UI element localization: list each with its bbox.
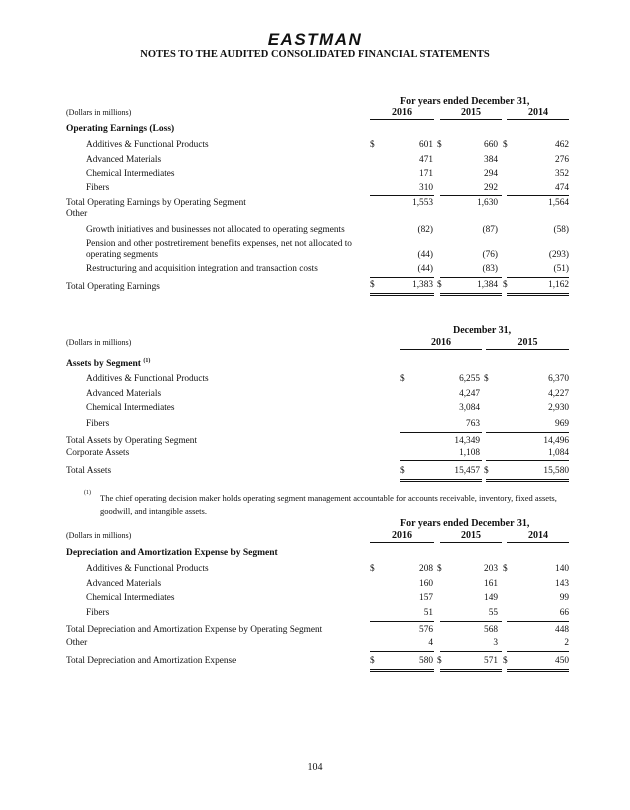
t1-year-2016: 2016: [392, 107, 412, 118]
t1-cell: (44): [417, 264, 433, 274]
currency-symbol: $: [437, 140, 442, 150]
t2-row-label: Fibers: [86, 419, 110, 429]
t3-period-header: For years ended December 31,: [400, 518, 530, 529]
t3-cell: 2: [564, 638, 569, 648]
t3-cell: 576: [419, 625, 433, 635]
currency-symbol: $: [370, 564, 375, 574]
t1-cell: 462: [555, 140, 569, 150]
t2-units-label: (Dollars in millions): [66, 338, 132, 347]
t2-cell: 3,084: [459, 403, 480, 413]
t2-row-label: Total Assets by Operating Segment: [66, 436, 198, 446]
t2-cell: 14,496: [543, 436, 569, 446]
t1-cell: (76): [482, 250, 498, 260]
t3-cell: 140: [555, 564, 569, 574]
t1-section-title: Operating Earnings (Loss): [66, 124, 175, 134]
t1-cell: 1,553: [412, 198, 433, 208]
t3-cell: 157: [419, 593, 433, 603]
currency-symbol: $: [503, 140, 508, 150]
t2-cell: 1,084: [548, 448, 569, 458]
t3-cell: 66: [559, 608, 569, 618]
company-logo: EASTMAN: [267, 30, 363, 49]
t3-year-2014: 2014: [528, 530, 548, 541]
t3-units-label: (Dollars in millions): [66, 531, 132, 540]
t1-cell: 171: [419, 169, 433, 179]
t2-cell: 969: [555, 419, 569, 429]
t3-cell: 203: [484, 564, 498, 574]
currency-symbol: $: [503, 564, 508, 574]
t1-year-2014: 2014: [528, 107, 548, 118]
t2-cell: 1,108: [459, 448, 480, 458]
t1-row-label: Total Operating Earnings by Operating Segment: [66, 198, 246, 208]
t1-cell: 292: [484, 183, 498, 193]
t1-row-label: Restructuring and acquisition integration and transaction costs: [86, 264, 318, 274]
page-number: 104: [307, 762, 323, 773]
t2-cell: 2,930: [548, 403, 569, 413]
t1-units-label: (Dollars in millions): [66, 108, 132, 117]
t1-row-label: Pension and other postretirement benefits expenses, net not allocated to: [86, 239, 352, 249]
t1-period-header: For years ended December 31,: [400, 96, 530, 107]
t1-cell: (58): [553, 225, 569, 235]
currency-symbol: $: [370, 280, 375, 290]
t3-year-2016: 2016: [392, 530, 412, 541]
t3-row-label: Fibers: [86, 608, 110, 618]
t1-cell: 1,384: [477, 280, 498, 290]
currency-symbol: $: [437, 564, 442, 574]
currency-symbol: $: [503, 280, 508, 290]
page-title: NOTES TO THE AUDITED CONSOLIDATED FINANCIAL STATEMENTS: [140, 49, 490, 60]
t3-cell: 55: [488, 608, 498, 618]
t3-year-2015: 2015: [461, 530, 481, 541]
t2-year-2016: 2016: [431, 337, 451, 348]
t1-cell: (51): [553, 264, 569, 274]
t2-period-header: December 31,: [453, 325, 512, 336]
currency-symbol: $: [437, 656, 442, 666]
t1-cell: (293): [548, 250, 569, 260]
t2-row-label: Chemical Intermediates: [86, 403, 175, 413]
t1-cell: (87): [482, 225, 498, 235]
footnote-text: The chief operating decision maker holds operating segment management accountable for accounts receivable, inventory, fixed assets, goodwill, and intangible assets.: [100, 493, 557, 516]
currency-symbol: $: [370, 140, 375, 150]
t3-cell: 143: [555, 579, 569, 589]
t2-cell: 4,247: [459, 389, 480, 399]
t3-row-label: Other: [66, 638, 88, 648]
t3-cell: 160: [419, 579, 433, 589]
t3-cell: 568: [484, 625, 498, 635]
t2-row-label: Total Assets: [66, 466, 112, 476]
t2-cell: 6,370: [548, 374, 569, 384]
t1-cell: 1,162: [548, 280, 569, 290]
t1-row-label: Growth initiatives and businesses not allocated to operating segments: [86, 225, 345, 235]
currency-symbol: $: [370, 656, 375, 666]
t1-row-label: Total Operating Earnings: [66, 282, 160, 292]
t3-cell: 99: [559, 593, 569, 603]
t1-row-label: Additives & Functional Products: [86, 140, 209, 150]
t3-cell: 571: [484, 656, 498, 666]
t1-cell: 601: [419, 140, 433, 150]
t2-row-label: Corporate Assets: [66, 448, 130, 458]
footnote-mark: (1): [84, 490, 91, 496]
t2-row-label: Advanced Materials: [86, 389, 162, 399]
t3-row-label: Additives & Functional Products: [86, 564, 209, 574]
t1-row-label: Other: [66, 209, 88, 219]
t2-cell: 14,349: [454, 436, 480, 446]
t1-cell: 352: [555, 169, 569, 179]
t2-year-2015: 2015: [517, 337, 538, 348]
t1-cell: 1,383: [412, 280, 433, 290]
t3-cell: 450: [555, 656, 569, 666]
t1-row-label: Fibers: [86, 183, 110, 193]
t3-row-label: Advanced Materials: [86, 579, 162, 589]
t3-section-title: Depreciation and Amortization Expense by Segment: [66, 548, 278, 558]
t3-cell: 448: [555, 625, 569, 635]
currency-symbol: $: [400, 466, 405, 476]
t1-cell: (83): [482, 264, 498, 274]
t1-row-label: Advanced Materials: [86, 155, 162, 165]
currency-symbol: $: [484, 374, 489, 384]
t2-cell: 4,227: [548, 389, 569, 399]
t3-cell: 580: [419, 656, 433, 666]
currency-symbol: $: [484, 466, 489, 476]
t1-cell: 294: [484, 169, 498, 179]
currency-symbol: $: [400, 374, 405, 384]
t3-row-label: Total Depreciation and Amortization Expense: [66, 656, 237, 666]
footnote-ref: (1): [143, 358, 151, 364]
t3-cell: 51: [423, 608, 433, 618]
t1-cell: 471: [419, 155, 433, 165]
t1-row-label: Chemical Intermediates: [86, 169, 175, 179]
t3-cell: 3: [493, 638, 498, 648]
t1-cell: 276: [555, 155, 569, 165]
t1-cell: 384: [484, 155, 498, 165]
currency-symbol: $: [437, 280, 442, 290]
t1-cell: 660: [484, 140, 498, 150]
t1-cell: 1,564: [548, 198, 569, 208]
t2-section-title: [66, 358, 150, 369]
t1-year-2015: 2015: [461, 107, 481, 118]
t3-cell: 4: [428, 638, 433, 648]
t3-cell: 161: [484, 579, 498, 589]
t1-cell: 310: [419, 183, 433, 193]
t2-cell: 763: [466, 419, 480, 429]
t3-row-label: Chemical Intermediates: [86, 593, 175, 603]
t1-cell: (82): [417, 225, 433, 235]
t2-cell: 6,255: [459, 374, 480, 384]
t3-cell: 149: [484, 593, 498, 603]
t1-row-label-cont: operating segments: [86, 250, 159, 260]
t1-cell: 474: [555, 183, 569, 193]
t2-row-label: Additives & Functional Products: [86, 374, 209, 384]
t1-cell: 1,630: [477, 198, 498, 208]
t1-cell: (44): [417, 250, 433, 260]
t3-cell: 208: [419, 564, 433, 574]
t2-cell: 15,580: [543, 466, 569, 476]
t2-section-label: Assets by Segment: [66, 359, 141, 370]
t3-row-label: Total Depreciation and Amortization Expense by Operating Segment: [66, 625, 323, 635]
currency-symbol: $: [503, 656, 508, 666]
t2-cell: 15,457: [454, 466, 480, 476]
